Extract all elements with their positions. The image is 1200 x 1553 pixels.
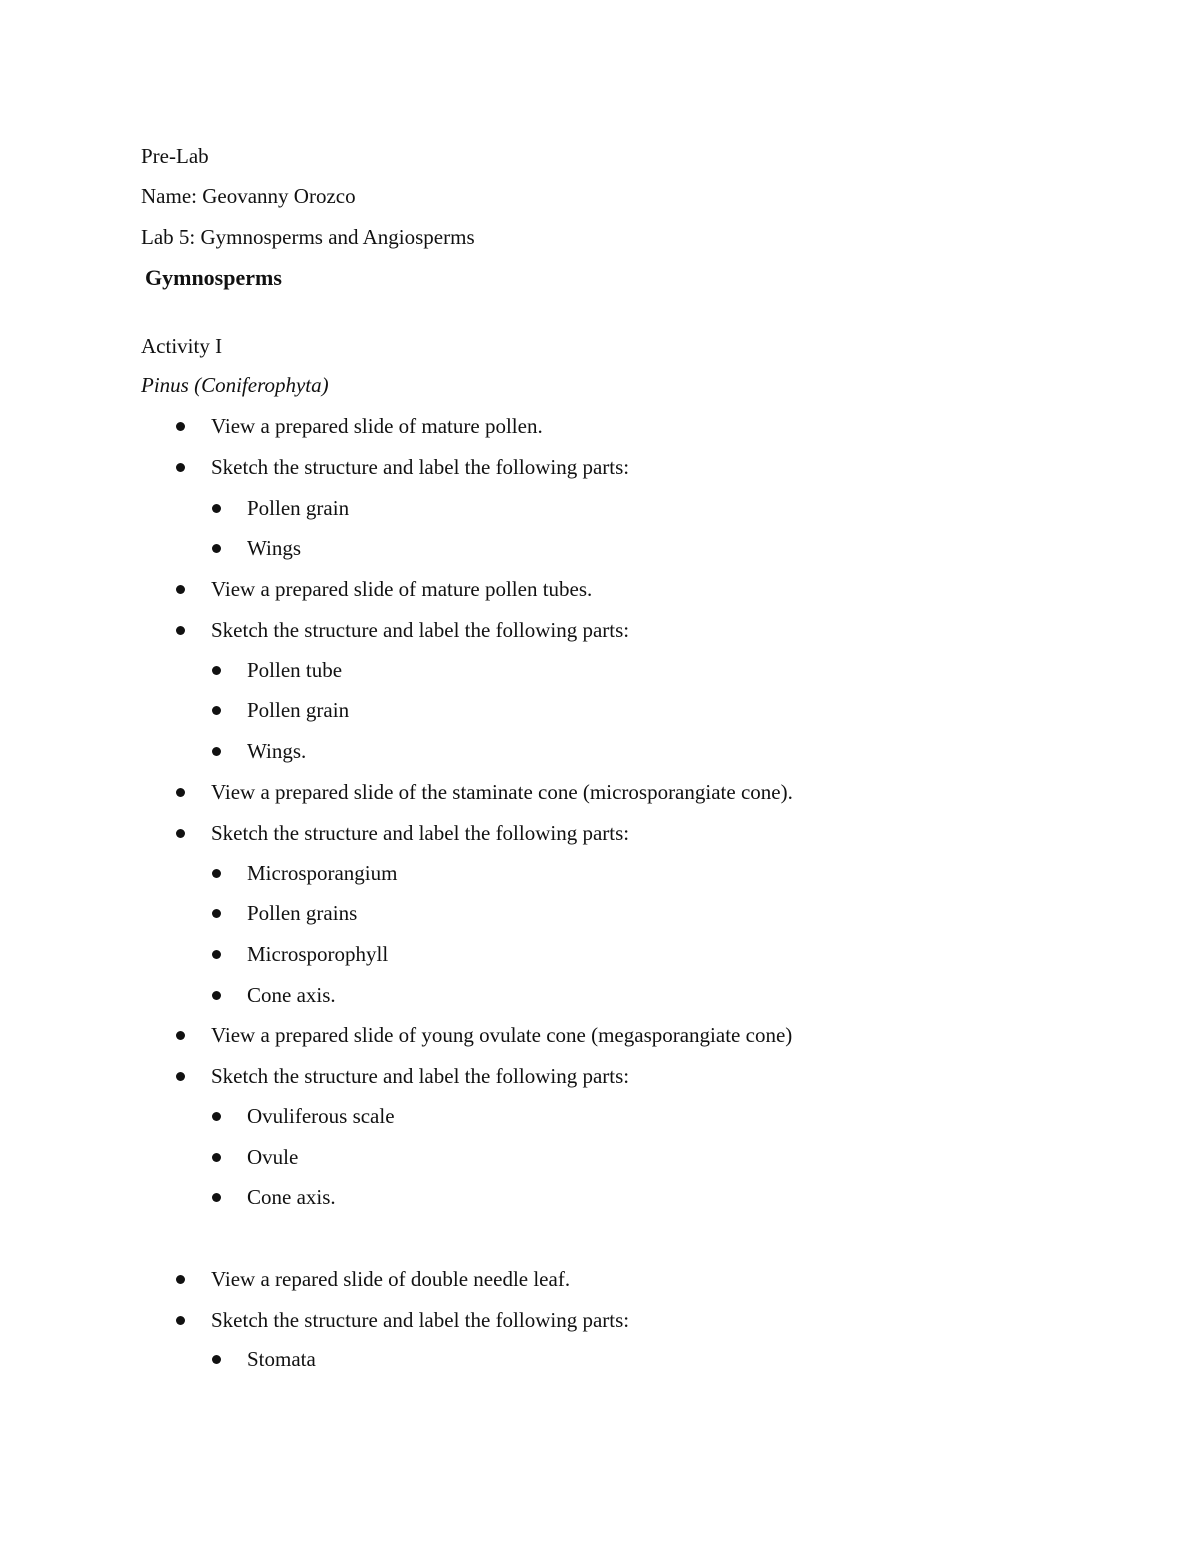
bullet-icon bbox=[212, 909, 221, 918]
list-item: View a prepared slide of young ovulate cone (megasporangiate cone) bbox=[176, 1022, 792, 1048]
list-item: Sketch the structure and label the following parts: bbox=[176, 1063, 629, 1089]
bullet-icon bbox=[212, 869, 221, 878]
pre-lab-label: Pre-Lab bbox=[141, 144, 209, 168]
list-item: View a prepared slide of the staminate cone (microsporangiate cone). bbox=[176, 779, 793, 805]
list-item: Sketch the structure and label the following parts: bbox=[176, 454, 629, 480]
bullet-icon bbox=[176, 585, 185, 594]
bullet-icon bbox=[212, 1112, 221, 1121]
bullet-icon bbox=[212, 950, 221, 959]
sub-list-item: Pollen grain bbox=[212, 495, 349, 521]
sub-list-item: Stomata bbox=[212, 1346, 316, 1372]
section-heading: Gymnosperms bbox=[145, 265, 282, 290]
bullet-icon bbox=[176, 1031, 185, 1040]
bullet-icon bbox=[212, 706, 221, 715]
sub-list-item: Pollen tube bbox=[212, 657, 342, 683]
activity-label: Activity I bbox=[141, 334, 223, 358]
bullet-icon bbox=[176, 1275, 185, 1284]
bullet-icon bbox=[176, 829, 185, 838]
sub-list-item: Cone axis. bbox=[212, 982, 336, 1008]
bullet-icon bbox=[212, 1193, 221, 1202]
list-item: View a prepared slide of mature pollen. bbox=[176, 413, 543, 439]
bullet-icon bbox=[176, 788, 185, 797]
bullet-icon bbox=[212, 1355, 221, 1364]
sub-list-item: Pollen grain bbox=[212, 697, 349, 723]
bullet-icon bbox=[212, 747, 221, 756]
bullet-icon bbox=[176, 422, 185, 431]
sub-list-item: Ovuliferous scale bbox=[212, 1103, 395, 1129]
bullet-icon bbox=[212, 1153, 221, 1162]
list-item: Sketch the structure and label the following parts: bbox=[176, 617, 629, 643]
sub-list-item: Microsporophyll bbox=[212, 941, 388, 967]
sub-list-item: Wings bbox=[212, 535, 301, 561]
bullet-icon bbox=[176, 626, 185, 635]
sub-list-item: Microsporangium bbox=[212, 860, 397, 886]
organism-name: Pinus (Coniferophyta) bbox=[141, 373, 329, 397]
list-item: Sketch the structure and label the following parts: bbox=[176, 820, 629, 846]
list-item: View a prepared slide of mature pollen tubes. bbox=[176, 576, 592, 602]
list-item: Sketch the structure and label the following parts: bbox=[176, 1307, 629, 1333]
sub-list-item: Cone axis. bbox=[212, 1184, 336, 1210]
bullet-icon bbox=[212, 666, 221, 675]
sub-list-item: Wings. bbox=[212, 738, 306, 764]
bullet-icon bbox=[176, 1316, 185, 1325]
lab-title: Lab 5: Gymnosperms and Angiosperms bbox=[141, 225, 475, 249]
student-name: Name: Geovanny Orozco bbox=[141, 184, 356, 208]
bullet-icon bbox=[176, 1072, 185, 1081]
bullet-icon bbox=[176, 463, 185, 472]
sub-list-item: Pollen grains bbox=[212, 900, 357, 926]
bullet-icon bbox=[212, 504, 221, 513]
list-item: View a repared slide of double needle leaf. bbox=[176, 1266, 570, 1292]
sub-list-item: Ovule bbox=[212, 1144, 298, 1170]
bullet-icon bbox=[212, 991, 221, 1000]
bullet-icon bbox=[212, 544, 221, 553]
